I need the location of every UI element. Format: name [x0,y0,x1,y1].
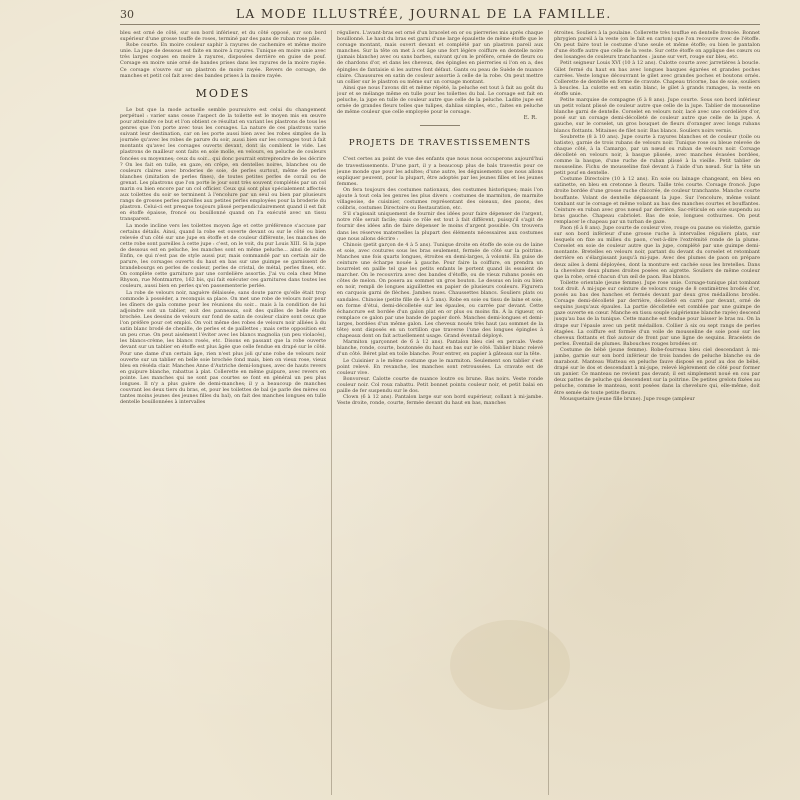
paragraph: Clown (6 à 12 ans). Pantalon large sur son bord supérieur, collant à mi-jambe. Veste droite, ronde, courte, fermée devant du haut en bas, manches [337,394,543,407]
running-title: LA MODE ILLUSTRÉE, JOURNAL DE LA FAMILLE. [236,7,612,21]
paragraph: Le but que la mode actuelle semble poursuivre est celui du changement perpétuel : varier sans cesse l'aspect de la toilette est le moyen mis en œuvre pour atteindre ce but et l'on obtient ce résultat en variant les plastrons de tous les genres que l'on porte avec tous les corsages. La nature de ces plastrons varie suivant leur destination, car on les porte aussi bien avec les robes simples de la journée qu'avec les robes de parure du soir, aussi bien sur les corsages tout à fait montants qu'avec les corsages ouverts devant, dont ils comblent le vide. Les plastrons de mailleur sont faits en soie molle, en velours, en peluche de couleurs foncées ou moyennes; ceux du soir... qui donc pourrait entreprendre de les décrire ? On les fait en tulle, en gaze, en crêpe, en dentelles noires, blanches ou de couleurs claires avec broderies de soie, de perles surtout, même de perles blanches (imitation de perles fines), de toutes petites perles de corail ou de grenat. Les plastrons que l'on porte le jour sont très souvent complétés par un col marin ou bien encore par un col officier. Ceux qui sont plus spécialement affectés aux toilettes du soir se terminent à l'encolure par un seul ou bien par plusieurs rangs de grosses perles pareilles aux petites perles employées pour la broderie du plastron. Celui-ci est presque toujours plissé perpendiculairement quand il est fait en étoffe épaisse, froncé ou bouillonné quand on l'a exécuté avec un tissu transparent. [120,106,326,223]
page-header [120,6,760,22]
paragraph: Costume Directoire (10 à 12 ans). En soie ou lainage changeant, en bleu en satinette, en bleu en cretonne à fleurs. Taille très courte. Corsage froncé. Jupe droite bordée d'une grosse ruche chicorée, de couleur tranchante. Manche courte bouffante. Volant de dentelle dépassant la jupe. Sur l'encolure, même volant tombant sur le corsage et même volant au bas des manches courtes et bouffantes. Ceinture en ruban avec gros nœud par derrière. Sac-réticule en soie suspendu au bras gauche. Chapeau cabriolet. Bas de soie, longues cothurnes. On peut remplacer le chapeau par un turban de gaze. [554,176,760,225]
section-title-travestissements: PROJETS DE TRAVESTISSEMENTS [348,138,532,149]
paragraph: Costume de bébé (jeune femme). Robe-fourreau bleu ciel descendant à mi-jambe, garnie sur son bord inférieur de trois bandes de peluche blanche ou de marabout. Manteau Watteau en peluche fauve disposé en pouf au dos de bébé, drapé sur le dos et descendant à mi-jupe, relevé légèrement de côté pour former un panier. Ce manteau ne revient pas devant; il est simplement noué en cou par deux pattes de peluche qui descendent sur la poitrine. De petites grelots fixées au peluche, comme le manteau, sont posées dans la chevelure qui, elle-même, doit être semée de toute petite fleurs. [554,346,760,396]
paragraph: Toilette orientale (jeune femme). Jupe rose unie. Corsage-tunique plat tombant tout droit. À mi-jupe sur ceinture de velours rouge de 8 centimètres brodés d'or, posés au bas des hanches et fermés devant par deux gros médaillons brodés. Corsage demi-décolleté par derrière, décolleté en carré par devant, orné de sequins jusqu'aux épaules. La partie décolletée est comblée par une guimpe de gaze ouverte en cœur. Manche en tissu souple (algérienne blanche rayée) descend jusqu'au bas de la tunique. Cette manche est fendue pour laisser le bras nu. On la drape sur l'épaule avec un petit médaillon. Collier à six ou sept rangs de perles étagées. La coiffure est formée d'un voile de mousseline de soie posé sur les cheveux flottants et fixé autour de front par une ligne de sequins. Bracelets de perles. Éventail de plumes. Babouches rouges brodées or. [554,279,760,347]
column-left [120,30,326,795]
paragraph: réguliers. L'avant-bras est orné d'un bracelet en or ou pierreries mis après chaque bouillonné. Le haut du bras est garni d'une large épaulette de même étoffe que le corsage montant, mais ouvert devant et complété par un plastron pareil aux manches. Sur la tête on met à cet âge une fort légère coiffure en dentelle noire (jamais blanche) avec ou sans barbes, suivant qu'on le préfère, ornée de fleurs ou de chardons d'or, et dans les cheveux, des épingles en pierreries si l'on en a, des épingles de fantaisie si les autres font défaut. Gants ou peau de Suède de nuance claire. Chaussures en satin de couleur assortie à celle de la robe. On peut mettre un collier sur le plastron ou même sur un corsage montant. [337,30,543,85]
paragraph: Marmiton (garçonnet de 6 à 12 ans). Pantalon bleu ciel en percale. Veste blanche, ronde, courte, boutonnée du haut en bas sur le côté. Tablier blanc relevé d'un côté. Béret plat en toile blanche. Pour entrer, en papier à gâteaux sur la tête. [337,339,543,358]
paragraph: Bonvoreur. Calotte courte de nuance loutre ou brune. Bas noirs. Veste ronde couleur noir. Col roux rabattu. Petit bonnet pointu couleur noir, et petit balai en paille de fer suspendu sur le dos. [337,375,543,394]
article-signature: E. R. [523,115,537,122]
paragraph: La robe de velours noir, naguère délaissée, sans doute parce qu'elle était trop commode à posséder, a reconquis sa place. On met une robe de velours noir pour les dîners de gala comme pour les réunions du soir... mais à la condition de lui adjoindre soit un tablier, soit des panneaux, soit des quilles de belle étoffe brochée. Les dessins de velours sur fond de satin de couleur claire sont ceux que l'on préfère pour cet emploi. On voit même des robes de velours noir alliées à du satin blanc brodé de chenille, de perles et de paillettes ; mais cette opposition est un peu crue. On peut aisément l'éviter avec les blancs magnolia (un peu violacés), les blancs-crème, les blancs rosés, etc. Disons en passant que la robe ouverte devant sur un tablier en étoffe est plus âgée que celle fendue en drapé sur le côté. Pour une dame d'un certain âge, rien n'est plus joli qu'une robe de velours noir ouverte sur un tablier en belle soie brochée fond mais, bien on vieux rose, vieux bleu en réséda clair. Manches Anne d'Autriche demi-longues, avec de hauts revers en guipure blanche, rabattus à plat. Collerette en même guipure, avec revers en pointe. Les manches qui ne sont pas courtes se font en général un peu plus longues. Il n'y a plus guère de demi-manches; il y a beaucoup de manches couvrant les deux tiers du bras, et, pour les toilettes de bal (je parle des mères ou tantes moins jeunes des jeunes filles du bal), on fait des manches longues en tulle dentelle bouillonnées à intervalles [120,289,326,406]
page-number: 30 [120,7,134,21]
paragraph: Le Cuisinier a le même costume que le marmiton. Seulement son tablier s'est point relevé. En revanche, les manches sont retroussées. La cravate est de couleur vive. [337,357,543,376]
paragraph: Petit seigneur Louis XVI (10 à 12 ans). Culotte courte avec jarretières à boucle. Gilet fermé du haut en bas avec longues basques égarées et grandes poches carrées. Veste longue découvrant le gilet avec grandes poches et boutons ornés. Collerette de dentelle en forme de cravate. Chapeau tricorne, bas de soie, souliers à boucles. La culotte est en satin blanc, le gilet à grands ramages, la veste en étoffe unie. [554,60,760,97]
paragraph: Soubrette (8 à 10 ans). Jupe courte à rayures blanches et de couleur (toile ou batiste), garnie de trois rubans de velours noir. Tunique rose ou bleue relevée de chaque côté, à la Camargo, par un nœud ou ruban de velours noir. Corsage décolleté en velours noir, à basque plissée, avec manches évasées bordées, comme la basque, d'une ruche de ruban plissé à la vieille. Petit tablier de mousseline. Fichu de mousseline fixé devant à l'aide d'un nœud. Sur la tête un petit pouf en dentelle. [554,133,760,177]
paragraph: La mode incline vers les toilettes moyen âge et cette préférence s'accuse par certains détails. Ainsi, quand la robe est ouverte devant ou sur le côté ou bien relevée d'un côté sur une jupe en étoffe et de couleur différente, les manches de cette robe sont pareilles à cette jupe : c'est, on le voit, du pur Louis XIII. Si la jupe de dessous est en peluche, les manches sont en même peluche... ainsi de suite. Enfin, ce qui n'est pas de style aussi pur, mais commandé par un certain air de parure, les corsages ouverts du haut en bas sur une guimpe se garnissent de brandebourgs en perles de couleur, perles de cristal, de métal, perles fines, etc. On complète cette garniture par une cordelière assortie. J'ai vu cela chez Mme Rhyson, rue Montmartre, 162 bis, qui fait exécuter ces garnitures dans toutes les couleurs, aussi bien en perles qu'en passementerie perlée. [120,222,326,290]
paragraph: bleu est orné de côté, sur son bord inférieur, et du côté opposé, sur son bord supérieur d'une grosse touffe de roses, terminé par des pans de ruban rose pâle. [120,30,326,43]
paragraph: Petite marquise de compagne (6 à 8 ans). Jupe courte. Sous son bord inférieur un petit volant plissé de couleur autre que celle de la jupe. Tablier de mousseline blanche garni de dentelle. Corselet en velours noir, lacé avec une cordelière d'or, posé sur un corsage demi-décolleté de couleur autre que celle de la jupe. À gauche, sur le corselet, un gros bouquet de fleurs d'oranger avec longs rubans blancs flottants. Mitaines de filet noir. Bas blancs. Souliers noirs vernis. [554,97,760,134]
paragraph: étroites. Souliers à la poulaine. Collerette très touffue en dentelle froncée. Bonnet phrygien pareil à la veste (on le fait en carton) que l'on recouvre avec de l'étoffe. On peut faire tout le costume d'une seule et même étoffe; ou bien le pantalon d'une étoffe autre que celle de la veste. Sur cette étoffe on applique des cœurs ou des losanges de couleurs tranchantes : jaune sur vert, rouge sur bleu, etc. [554,30,760,61]
section-title-modes: MODES [195,86,251,100]
paragraph: Ainsi que nous l'avons dit et même répété, la peluche est tout à fait au goût du jour et se mélange même en tulle pour les toilettes du bal. Le corsage est fait en peluche, la jupe en tulle de couleur autre que celle de la peluche. Ladite jupe est ornée de grandes fleurs telles que tulipes, dahlias simples, etc., faites en peluche de même couleur que celle employée pour le corsage. [337,84,543,116]
column-divider [548,30,549,795]
paragraph: On fera toujours des costumes nationaux, des costumes historiques; mais l'on ajoute à tout cela les genres les plus divers : costumes de marmiton, de marmite villageoise, de cuisinier, costumes représentant des oiseaux, des paons, des colibris, costumes Directoire ou Restauration, etc. [337,186,543,212]
column-middle [337,30,543,795]
section-divider [420,125,460,126]
header-rule [120,24,760,25]
paragraph: Chinois (petit garçon de 4 à 5 ans). Tunique droite en étoffe de soie ou de laine et soie, avec coutures sous les bras seulement, fermée de côté sur la poitrine. Manches une fois quarts longues, étroites en demi-larges, à volonté. En guise de ceinture une écharpe nouée à gauche. Pour faire la coiffure, on prendra un bourrelet en paille tel que les petits enfants le portent quand ils essaient de marcher. On le recouvrira avec des bandes d'étoffe, ou de vieux rubans posés en côtes de melon. On posera au sommet un gros bouton. Le dessus en loin ou bien en noir, rempli de longues aiguillettes en papier de plusieurs couleurs. Figurera en carquois garni de flèches. Jambes nues. Chaussettes blancs. Souliers plats ou sandales. Chinoise (petite fille de 4 à 5 ans). Robe en soie ou tissu de laine et soie, en forme d'étui, demi-décolletée sur les épaules, ou carrée par devant. Cette échancrure est bordée d'un galon plat en or plus ou moins fin. À la rigueur, on remplace ce galon par une bande de papier doré. Manches demi-longues et demi-larges, bordées d'un même galon. Les cheveux noués très haut (au sommet de la tête) sont disposés en un tortillon que traverse l'une des longues épingles à chapeaux dont on fait actuellement usage. Grand éventail déployé. [337,241,543,340]
paragraph: Robe courte. En moire couleur saphir à rayures de cachemire et même moire unie. La jupe de dessous est faite en moire à rayures. Tunique en moire unie avec très larges coques en moire à rayures, disposées derrière en guise de pouf. Corsage en moire unie orné de bandes prises dans les rayures de la moire rayée. Ce corsage s'ouvre sur un plastron de moire rayée. Revers de corsage, de manches et petit col fait avec des bandes prises à la moire rayée. [120,42,326,79]
paragraph: S'il s'agissait uniquement de fournir des idées pour faire dépenser de l'argent, notre rôle serait facile; mais ce rôle est tout à fait différent, puisqu'il s'agit de fournir des idées afin de faire dépenser le moins d'argent possible. On trouvera dans les réserves maternelles la plupart des éléments nécessaires aux costumes que nous allons décrire : [337,211,543,242]
paragraph: C'est certes au point de vue des enfants que nous nous occuperons aujourd'hui de travestissements. D'une part, il y a beaucoup plus de bals travestis pour ce jeune monde que pour les adultes; d'une autre, les déguisements que nous allons expliquer peuvent, pour la plupart, être adoptés par les jeunes filles et les jeunes femmes. [337,156,543,187]
text-columns [120,30,760,795]
column-divider [331,30,332,795]
paragraph: Mousquetaire (jeune fille brune). Jupe rouge (ampleur [560,395,695,402]
column-right [554,30,760,795]
paragraph: Paon (6 à 8 ans). Jupe courte de couleur vive, rouge ou paune ou violette, garnie sur son bord inférieur d'une grosse ruche à intervalles réguliers plats, sur lesquels on fixe au milieu du paon, c'est-à-dire l'extrémité ronde de la plume. Corselet en soie de couleur autre que la jupe, complété par une guimpe demi-montante. Bretelles en velours noir, partant du devant du corselet et retombant derrière en s'élargissant jusqu'à mi-jupe. Avec des plumes de paon on prépare deux ailes à demi déployées, dont la monture est cachée sous les bretelles. Dans la chevelure deux plumes droites posées en aigrette. Souliers de même couleur que la robe, orné chacun d'un œil de paon. Bas blancs. [554,225,760,280]
